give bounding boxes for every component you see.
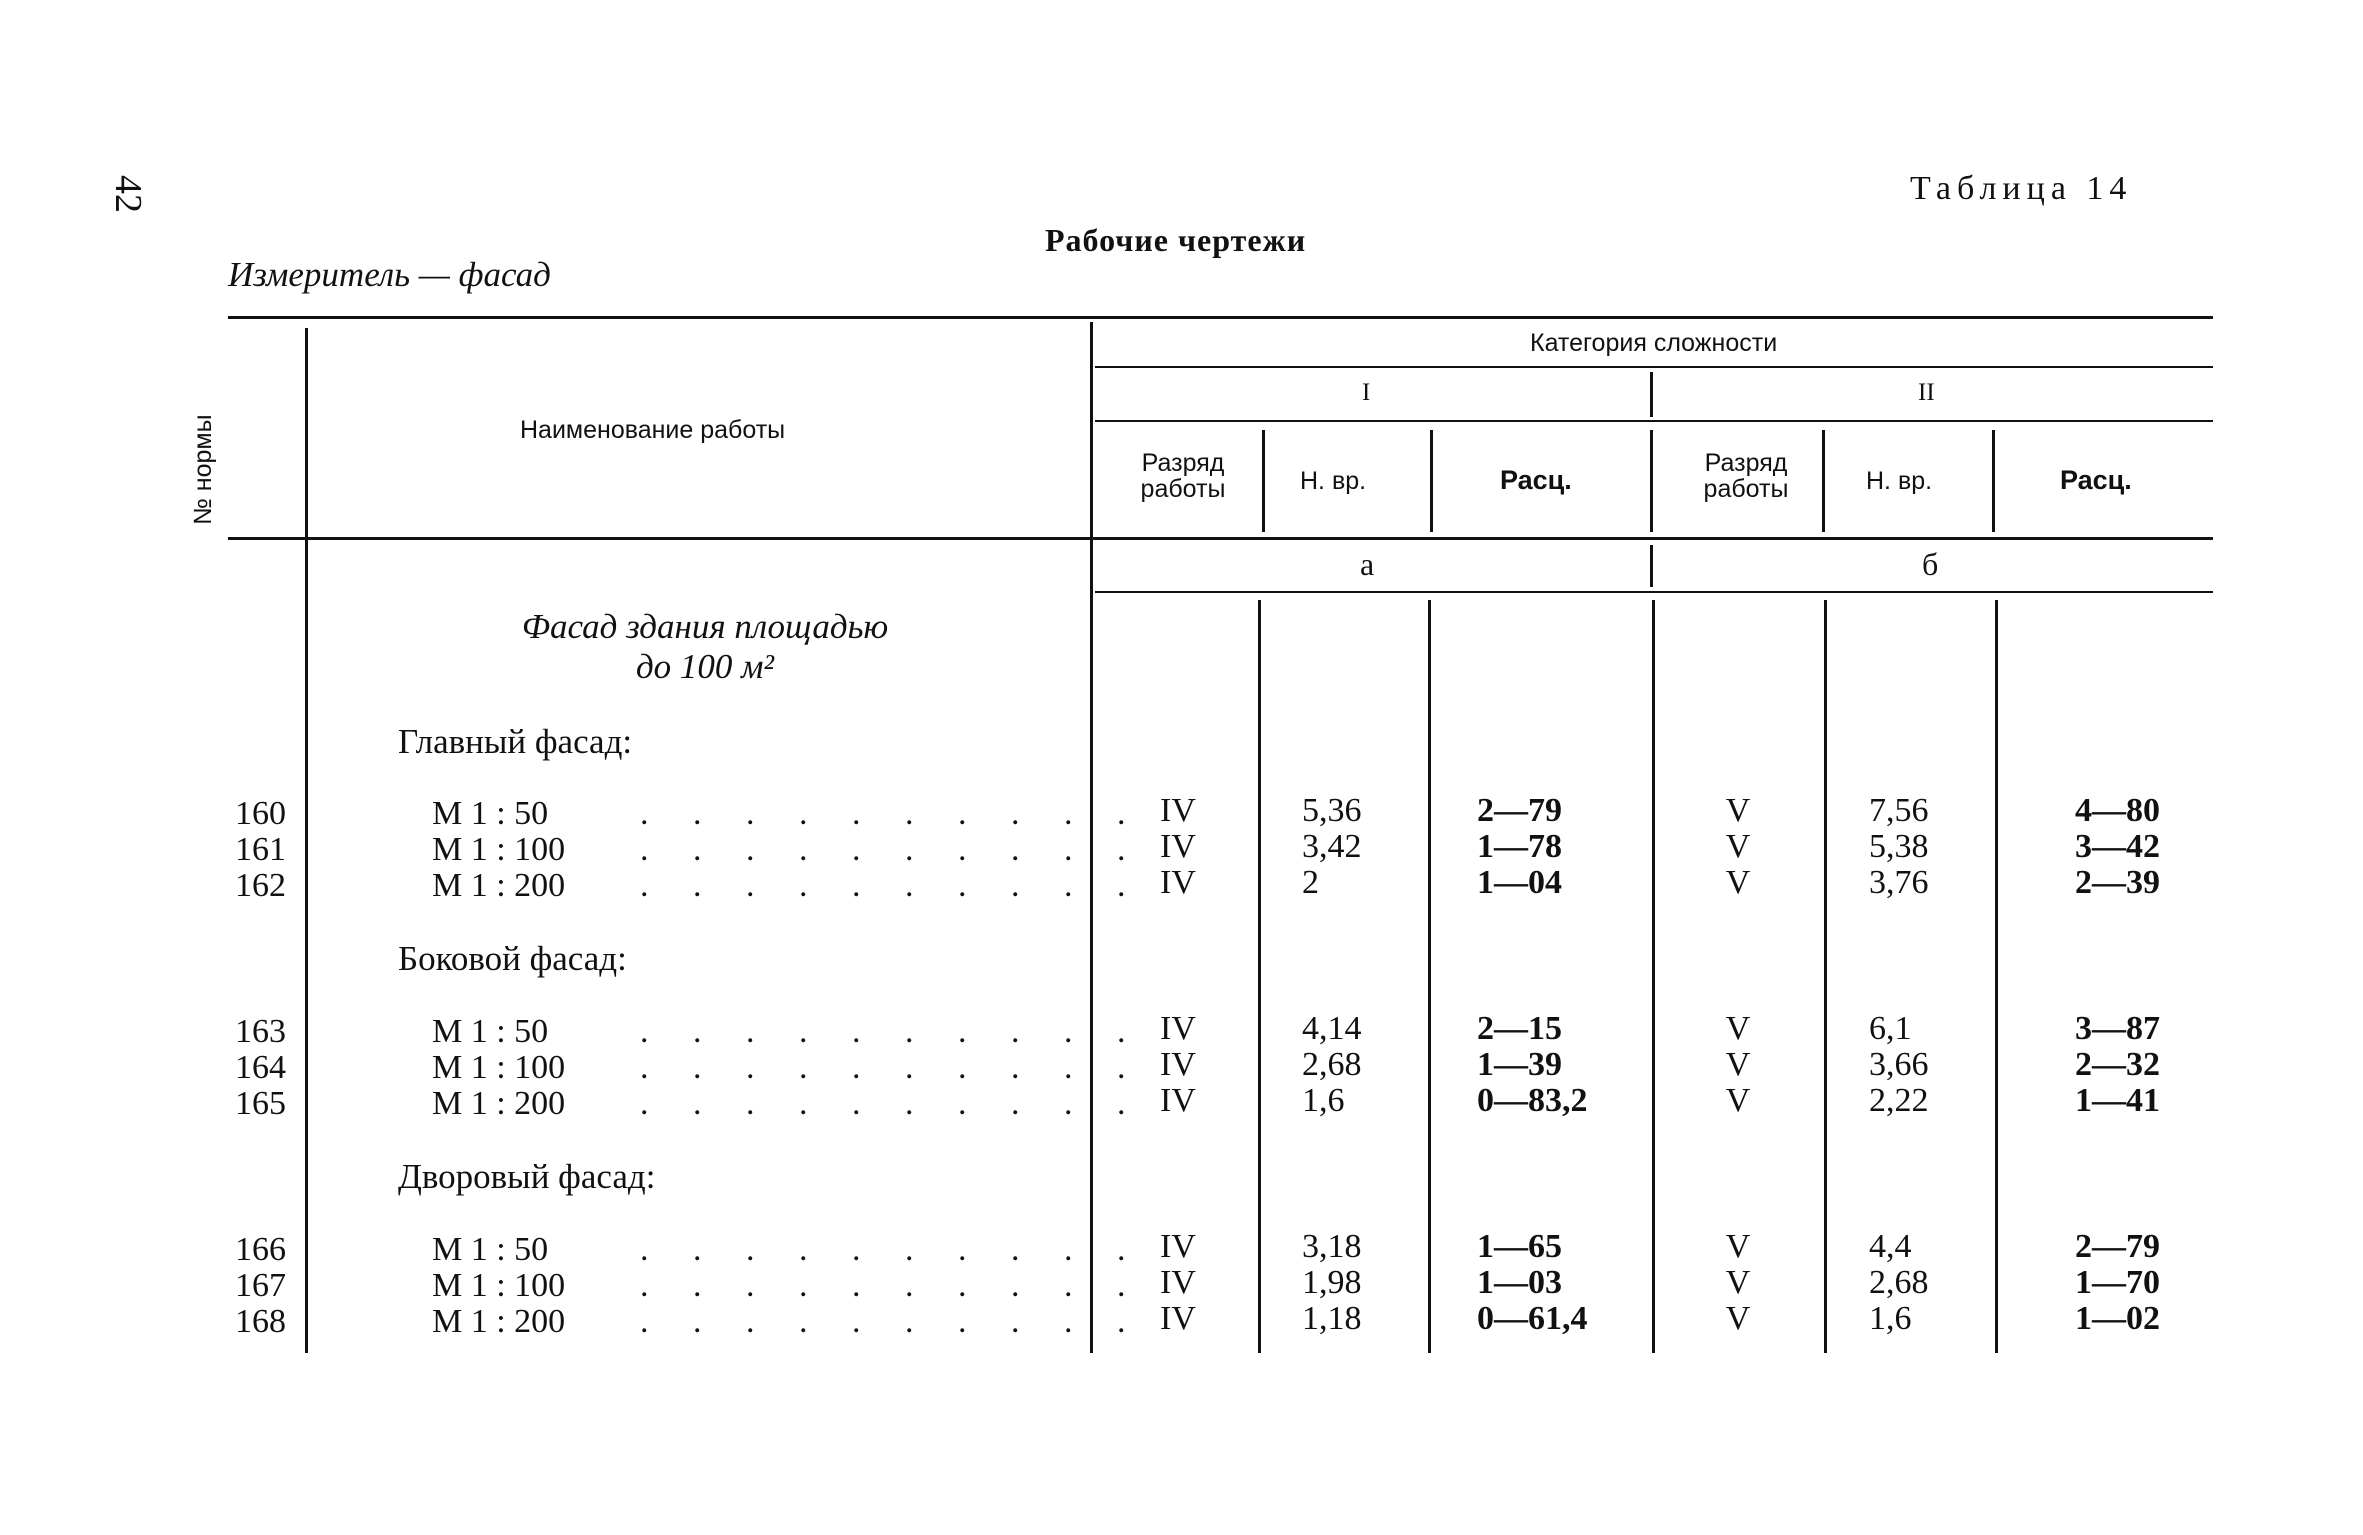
- vline-cat-split: [1650, 372, 1653, 417]
- norm-number: 167: [235, 1267, 286, 1304]
- work-scale: М 1 : 100: [432, 1049, 566, 1086]
- header-grade-ii: Разряд работы: [1703, 449, 1789, 504]
- section-title-line1: Фасад здания площадью: [521, 607, 889, 646]
- grade-ii: V: [1725, 1264, 1751, 1301]
- leader-dots: . . . . . . . . . .: [640, 795, 1144, 832]
- rule-cat-numbers: [1095, 420, 2213, 422]
- vline-h5: [1992, 430, 1995, 532]
- rate-ii: 2—39: [2075, 864, 2160, 901]
- rate-i: 1—78: [1477, 828, 1562, 865]
- rate-ii: 2—79: [2075, 1228, 2160, 1265]
- norm-number: 168: [235, 1303, 286, 1340]
- group-title-main: Главный фасад:: [398, 722, 633, 761]
- grade-i: IV: [1160, 1300, 1196, 1337]
- norm-number: 163: [235, 1013, 286, 1050]
- leader-dots: . . . . . . . . . .: [640, 1013, 1144, 1050]
- rate-ii: 1—41: [2075, 1082, 2160, 1119]
- header-category: Категория сложности: [1530, 329, 1778, 357]
- rate-i: 0—83,2: [1477, 1082, 1588, 1119]
- header-rate-i: Расц.: [1500, 465, 1572, 495]
- vline-h1: [1262, 430, 1265, 532]
- work-scale: М 1 : 200: [432, 867, 566, 904]
- rate-ii: 3—87: [2075, 1010, 2160, 1047]
- table-label: Таблица 14: [1910, 170, 2133, 207]
- nvr-i: 3,18: [1302, 1228, 1362, 1265]
- header-nvr-ii: Н. вр.: [1866, 467, 1933, 495]
- vline-h2: [1430, 430, 1433, 532]
- rate-ii: 1—02: [2075, 1300, 2160, 1337]
- nvr-i: 4,14: [1302, 1010, 1362, 1047]
- header-cat-ii: II: [1918, 379, 1935, 406]
- rate-ii: 2—32: [2075, 1046, 2160, 1083]
- header-norm-no: № нормы: [189, 414, 217, 525]
- nvr-ii: 2,22: [1869, 1082, 1929, 1119]
- leader-dots: . . . . . . . . . .: [640, 1231, 1144, 1268]
- header-rate-ii: Расц.: [2060, 465, 2132, 495]
- vline-b5: [1995, 600, 1998, 1353]
- grade-ii: V: [1725, 1082, 1751, 1119]
- grade-ii: V: [1725, 792, 1751, 829]
- rule-ab: [1095, 591, 2213, 593]
- vline-b2: [1428, 600, 1431, 1353]
- rate-i: 1—39: [1477, 1046, 1562, 1083]
- grade-i: IV: [1160, 1010, 1196, 1047]
- norm-number: 161: [235, 831, 286, 868]
- nvr-ii: 4,4: [1869, 1228, 1912, 1265]
- work-scale: М 1 : 50: [432, 1013, 549, 1050]
- nvr-i: 2: [1302, 864, 1319, 901]
- nvr-ii: 1,6: [1869, 1300, 1912, 1337]
- work-scale: М 1 : 200: [432, 1303, 566, 1340]
- header-cat-i: I: [1362, 379, 1371, 406]
- nvr-i: 5,36: [1302, 792, 1362, 829]
- rate-i: 2—79: [1477, 792, 1562, 829]
- rule-header-bottom: [228, 537, 2213, 540]
- vline-ab-split: [1650, 545, 1653, 587]
- nvr-ii: 3,66: [1869, 1046, 1929, 1083]
- group-title-side: Боковой фасад:: [398, 939, 627, 978]
- nvr-i: 1,6: [1302, 1082, 1345, 1119]
- grade-i: IV: [1160, 792, 1196, 829]
- measure-unit: Измеритель — фасад: [228, 255, 551, 294]
- rule-category: [1095, 366, 2213, 368]
- grade-i: IV: [1160, 1264, 1196, 1301]
- header-grade-i: Разряд работы: [1140, 449, 1226, 504]
- header-col-a: а: [1360, 546, 1375, 582]
- nvr-ii: 7,56: [1869, 792, 1929, 829]
- leader-dots: . . . . . . . . . .: [640, 831, 1144, 868]
- nvr-ii: 5,38: [1869, 828, 1929, 865]
- rate-i: 1—04: [1477, 864, 1562, 901]
- norm-number: 165: [235, 1085, 286, 1122]
- vline-h4: [1822, 430, 1825, 532]
- leader-dots: . . . . . . . . . .: [640, 1049, 1144, 1086]
- nvr-ii: 3,76: [1869, 864, 1929, 901]
- norm-number: 162: [235, 867, 286, 904]
- work-scale: М 1 : 100: [432, 831, 566, 868]
- rate-i: 2—15: [1477, 1010, 1562, 1047]
- grade-ii: V: [1725, 828, 1751, 865]
- nvr-i: 2,68: [1302, 1046, 1362, 1083]
- header-work-name: Наименование работы: [520, 416, 786, 444]
- leader-dots: . . . . . . . . . .: [640, 867, 1144, 904]
- leader-dots: . . . . . . . . . .: [640, 1303, 1144, 1340]
- work-scale: М 1 : 50: [432, 1231, 549, 1268]
- work-scale: М 1 : 50: [432, 795, 549, 832]
- leader-dots: . . . . . . . . . .: [640, 1085, 1144, 1122]
- nvr-i: 1,98: [1302, 1264, 1362, 1301]
- header-nvr-i: Н. вр.: [1300, 467, 1367, 495]
- leader-dots: . . . . . . . . . .: [640, 1267, 1144, 1304]
- work-scale: М 1 : 200: [432, 1085, 566, 1122]
- header-col-b: б: [1922, 546, 1939, 582]
- nvr-i: 3,42: [1302, 828, 1362, 865]
- group-title-yard: Дворовый фасад:: [398, 1157, 656, 1196]
- grade-ii: V: [1725, 1010, 1751, 1047]
- grade-i: IV: [1160, 1228, 1196, 1265]
- section-title-line2: до 100 м²: [635, 647, 775, 686]
- nvr-i: 1,18: [1302, 1300, 1362, 1337]
- rate-i: 0—61,4: [1477, 1300, 1588, 1337]
- vline-norm: [305, 328, 308, 1353]
- rate-ii: 4—80: [2075, 792, 2160, 829]
- norm-number: 160: [235, 795, 286, 832]
- norm-number: 166: [235, 1231, 286, 1268]
- rate-ii: 1—70: [2075, 1264, 2160, 1301]
- grade-ii: V: [1725, 864, 1751, 901]
- vline-b3: [1652, 600, 1655, 1353]
- page-number: 42: [107, 175, 149, 213]
- rule-top: [228, 316, 2213, 319]
- vline-b4: [1824, 600, 1827, 1353]
- rate-i: 1—03: [1477, 1264, 1562, 1301]
- grade-i: IV: [1160, 828, 1196, 865]
- vline-b1: [1258, 600, 1261, 1353]
- vline-h3: [1650, 430, 1653, 532]
- work-scale: М 1 : 100: [432, 1267, 566, 1304]
- nvr-ii: 2,68: [1869, 1264, 1929, 1301]
- nvr-ii: 6,1: [1869, 1010, 1912, 1047]
- grade-i: IV: [1160, 864, 1196, 901]
- grade-i: IV: [1160, 1046, 1196, 1083]
- grade-ii: V: [1725, 1046, 1751, 1083]
- norm-number: 164: [235, 1049, 286, 1086]
- grade-ii: V: [1725, 1300, 1751, 1337]
- grade-i: IV: [1160, 1082, 1196, 1119]
- page-title: Рабочие чертежи: [1045, 222, 1307, 258]
- rate-ii: 3—42: [2075, 828, 2160, 865]
- grade-ii: V: [1725, 1228, 1751, 1265]
- rate-i: 1—65: [1477, 1228, 1562, 1265]
